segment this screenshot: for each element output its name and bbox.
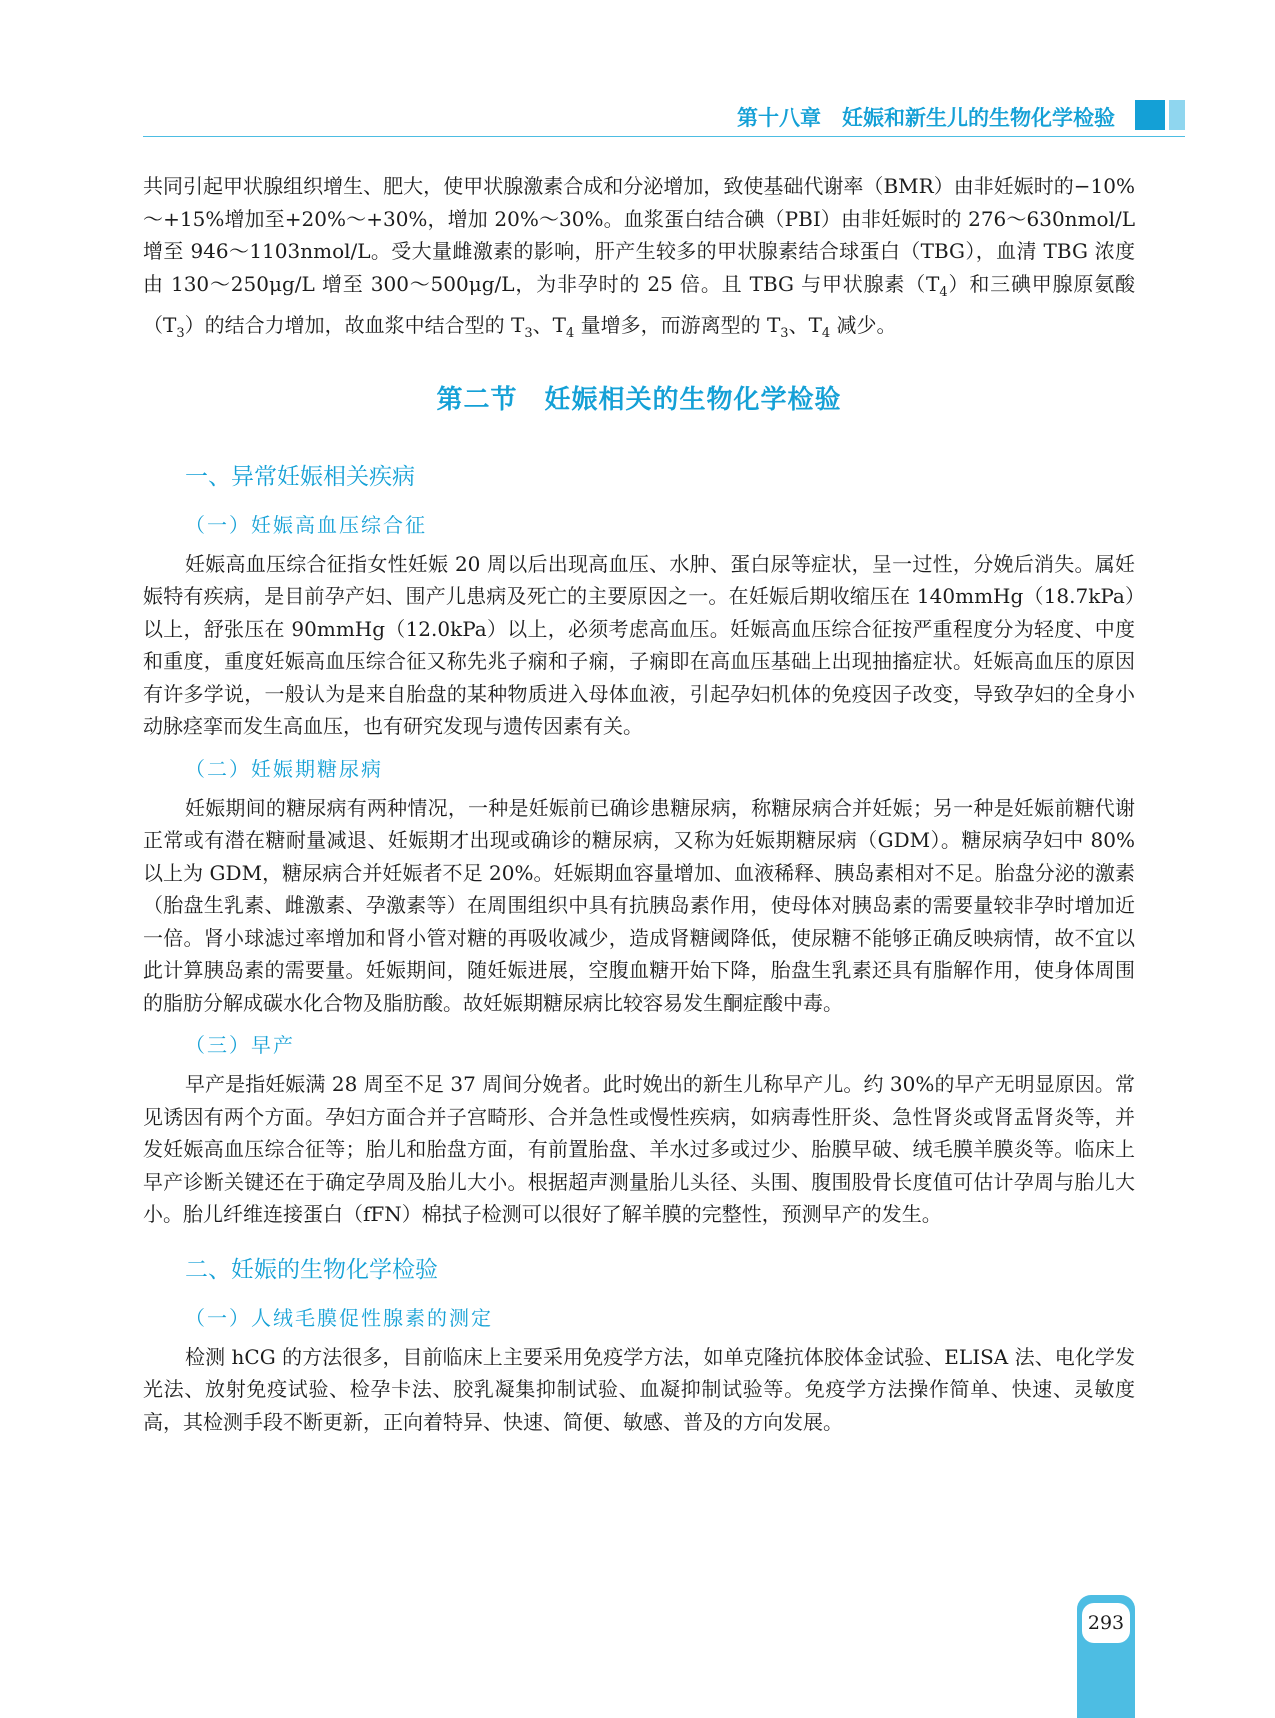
intro-paragraph: 共同引起甲状腺组织增生、肥大，使甲状腺激素合成和分泌增加，致使基础代谢率（BMR）由非妊娠时的−10%～+15%增加至+20%～+30%，增加 20%～30%。血浆蛋白结合碘（PBI）由非妊娠时的 276～630nmol/L 增至 946～1103nmol/L。受大量雌激素的影响，肝产生较多的甲状腺素结合球蛋白（TBG），血清 TBG 浓度由 130～250μg/L 增至 300～500μg/L，为非孕时的 25 倍。且 TBG 与甲状腺素$(T_4)$和三碘甲腺原氨酸$(T_3)$的结合力增加，故血浆中结合型的 $T_3$、$T_4$ 量增多，而游离型的 $T_3$、$T_4$ 减少。 <box>143 174 1136 341</box>
paragraph-preterm: 早产是指妊娠满 28 周至不足 37 周间分娩者。此时娩出的新生儿称早产儿。约 30%的早产无明显原因。常见诱因有两个方面。孕妇方面合并子宫畸形、合并急性或慢性疾病，如病毒性肝炎、急性肾炎或肾盂肾炎等，并发妊娠高血压综合征等；胎儿和胎盘方面，有前置胎盘、羊水过多或过少、胎膜早破、绒毛膜羊膜炎等。临床上早产诊断关键还在于确定孕周及胎儿大小。根据超声测量胎儿头径、头围、腹围股骨长度值可估计孕周与胎儿大小。胎儿纤维连接蛋白（fFN）棉拭子检测可以很好了解羊膜的完整性，预测早产的发生。 <box>143 1072 1135 1226</box>
heading-hypertension: （一）妊娠高血压综合征 <box>185 512 427 537</box>
paragraph-hcg: 检测 hCG 的方法很多，目前临床上主要采用免疫学方法，如单克隆抗体胶体金试验、ELISA 法、电化学发光法、放射免疫试验、检孕卡法、胶乳凝集抑制试验、血凝抑制试验等。免疫学方法操作简单、快速、灵敏度高，其检测手段不断更新，正向着特异、快速、简便、敏感、普及的方向发展。 <box>143 1344 1135 1434</box>
page-content <box>143 170 1135 1438</box>
paragraph-gdm: 妊娠期间的糖尿病有两种情况，一种是妊娠前已确诊患糖尿病，称糖尿病合并妊娠；另一种是妊娠前糖代谢正常或有潜在糖耐量减退、妊娠期才出现或确诊的糖尿病，又称为妊娠期糖尿病（GDM）。糖尿病孕妇中 80%以上为 GDM，糖尿病合并妊娠者不足 20%。妊娠期血容量增加、血液稀释、胰岛素相对不足。胎盘分泌的激素（胎盘生乳素、雌激素、孕激素等）在周围组织中具有抗胰岛素作用，使母体对胰岛素的需要量较非孕时增加近一倍。肾小球滤过率增加和肾小管对糖的再吸收减少，造成肾糖阈降低，使尿糖不能够正确反映病情，故不宜以此计算胰岛素的需要量。妊娠期间，随妊娠进展，空腹血糖开始下降，胎盘生乳素还具有脂解作用，使身体周围的脂肪分解成碳水化合物及脂肪酸。故妊娠期糖尿病比较容易发生酮症酸中毒。 <box>143 795 1135 1015</box>
heading-gdm: （二）妊娠期糖尿病 <box>185 756 383 781</box>
heading-hcg: （一）人绒毛膜促性腺素的测定 <box>185 1305 493 1330</box>
page-number: 293 <box>1082 1603 1130 1643</box>
paragraph-hypertension: 妊娠高血压综合征指女性妊娠 20 周以后出现高血压、水肿、蛋白尿等症状，呈一过性，分娩后消失。属妊娠特有疾病，是目前孕产妇、围产儿患病及死亡的主要原因之一。在妊娠后期收缩压在 140mmHg（18.7kPa）以上，舒张压在 90mmHg（12.0kPa）以上，必须考虑高血压。妊娠高血压综合征按严重程度分为轻度、中度和重度，重度妊娠高血压综合征又称先兆子痫和子痫，子痫即在高血压基础上出现抽搐症状。妊娠高血压的原因有许多学说，一般认为是来自胎盘的某种物质进入母体血液，引起孕妇机体的免疫因子改变，导致孕妇的全身小动脉痉挛而发生高血压，也有研究发现与遗传因素有关。 <box>143 551 1135 738</box>
page-number-tab <box>1077 1595 1135 1718</box>
heading-part2: 二、妊娠的生物化学检验 <box>185 1256 438 1283</box>
heading-preterm: （三）早产 <box>185 1033 295 1057</box>
running-header <box>143 96 1185 137</box>
header-decoration <box>1135 100 1165 130</box>
header-decoration-light <box>1169 100 1185 130</box>
chapter-title: 第十八章 妊娠和新生儿的生物化学检验 <box>737 106 1115 130</box>
heading-part1: 一、异常妊娠相关疾病 <box>185 463 415 490</box>
section-title: 第二节 妊娠相关的生物化学检验 <box>436 384 842 415</box>
